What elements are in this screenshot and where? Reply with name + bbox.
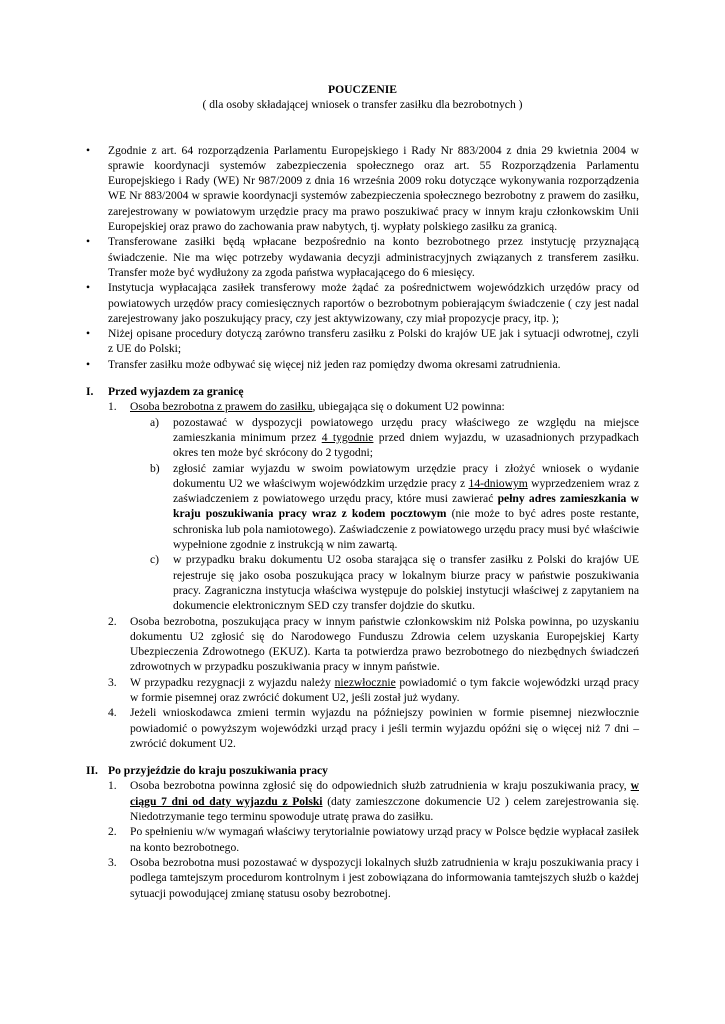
section-1-item-1 — [86, 399, 639, 414]
item-number: 4. — [108, 706, 117, 720]
item-text: (daty zamieszczone dokumencie U2 ) celem zarejestrowania się. Niedotrzymanie tego terminu spowoduje utratę prawa do zasiłku. — [130, 794, 639, 824]
sub-item-text: w przypadku braku dokumentu U2 osoba starająca się o transfer zasiłku z Polski do krajów UE rejestruje się jako osoba poszukująca pracy w lokalnym biurze pracy w państwie poszukiwania pracy. Zagraniczna instytucja właściwa występuje do polskiej instytucji właściwej z zapytaniem na dokumencie elektronicznym SED czy transfer dojdzie do skutku. — [173, 553, 639, 613]
bullet-item: • Transferowane zasiłki będą wpłacane bezpośrednio na konto bezrobotnego przez instytucję przyznającą świadczenie. Nie ma więc potrzeby wydawania decyzji administracyjnych związanych z transferem zasiłku. Transfer może być wydłużony za zgoda państwa wypłacającego do 6 miesięcy. — [86, 234, 639, 280]
bullet-item: • Transfer zasiłku może odbywać się więcej niż jeden raz pomiędzy dwoma okresami zatrudnienia. — [86, 357, 639, 372]
section-title: Przed wyjazdem za granicę — [108, 385, 244, 399]
underlined-text: Osoba bezrobotna z prawem do zasiłku — [130, 400, 313, 414]
sub-item-text: zgłosić zamiar wyjazdu w swoim powiatowym urzędzie pracy i złożyć wniosek o wydanie dokumentu U2 we właściwym wojewódzkim urzędzie pracy z — [173, 461, 639, 490]
underlined-text: 14-dniowym — [468, 476, 528, 490]
section-1-item-2 — [86, 614, 639, 675]
sub-item-c — [86, 552, 639, 613]
item-text: Osoba bezrobotna musi pozostawać w dyspozycji lokalnych służb zatrudnienia w kraju poszukiwania pracy i podlega tamtejszym procedurom kontrolnym i jest zobowiązana do informowania tamtejszych służb o każdej sytuacji powodującej zmianę statusu osoby bezrobotnej. — [130, 855, 639, 900]
section-2-heading — [86, 763, 639, 778]
item-text: , ubiegająca się o dokument U2 powinna: — [312, 400, 505, 414]
section-1-item-3 — [86, 675, 639, 706]
item-number: 3. — [108, 675, 117, 689]
item-number: 1. — [108, 400, 117, 414]
item-number: 2. — [108, 825, 117, 839]
document-title: POUCZENIE — [328, 83, 397, 96]
item-number: 3. — [108, 855, 117, 869]
section-2-item-2 — [86, 824, 639, 855]
item-text: powiadomić o tym fakcie wojewódzki urząd pracy w formie pisemnej oraz zwrócić dokument U2, jeśli został już wydany. — [130, 675, 639, 704]
section-title: Po przyjeździe do kraju poszukiwania pracy — [108, 764, 328, 778]
section-1-item-4 — [86, 705, 639, 751]
sub-item-text: przed dniem wyjazdu, w uzasadnionych przypadkach okres ten może być skrócony do 2 tygodni; — [173, 430, 639, 460]
bullet-item: • Niżej opisane procedury dotyczą zarówno transferu zasiłku z Polski do krajów UE jak i sytuacji odwrotnej, czyli z UE do Polski; — [86, 326, 639, 357]
sub-item-letter: a) — [150, 415, 160, 429]
item-text: W przypadku rezygnacji z wyjazdu należy — [130, 675, 335, 689]
bold-underlined-text: w ciągu 7 dni od daty wyjazdu z Polski — [130, 779, 639, 808]
item-text: Po spełnieniu w/w wymagań właściwy terytorialnie powiatowy urząd pracy w Polsce będzie wypłacał zasiłek na konto bezrobotnego. — [130, 825, 640, 854]
section-2-item-1 — [86, 778, 639, 824]
sub-item-letter: c) — [150, 553, 160, 567]
item-text: Jeżeli wnioskodawca zmieni termin wyjazdu na późniejszy powinien w formie pisemnej niezwłocznie powiadomić o powyższym wojewódzki urząd pracy i jeśli termin wyjazdu opóźni się o więcej niż 7 dni – zwrócić dokument U2. — [130, 706, 639, 750]
bullet-item: • Instytucja wypłacająca zasiłek transferowy może żądać za pośrednictwem wojewódzkich urzędów pracy od powiatowych urzędów pracy comiesięcznych raportów o bezrobotnym pobierającym świadczenie ( czy jest nadal zarejestrowany jako poszukujący pracy, czy jest aktywizowany, czy miał propozycje pracy, itp. ); — [86, 280, 639, 326]
sub-item-a — [86, 415, 639, 461]
sub-item-text: wyprzedzeniem wraz z zaświadczeniem z powiatowego urzędu pracy, które musi zawierać — [173, 476, 639, 506]
document-subtitle: ( dla osoby składającej wniosek o transfer zasiłku dla bezrobotnych ) — [202, 98, 523, 112]
section-2-item-3 — [86, 855, 639, 901]
underlined-text: 4 tygodnie — [321, 430, 374, 444]
item-text: Osoba bezrobotna, poszukująca pracy w innym państwie członkowskim niż Polska powinna, po uzyskaniu dokumentu U2 zgłosić się do Narodowego Funduszu Zdrowia celem uzyskania Europejskiej Karty Ubezpieczenia Zdrowotnego (EKUZ). Karta ta potwierdza prawo bezrobotnego do niezbędnych świadczeń zdrowotnych w przypadku poszukiwania pracy w innym państwie. — [130, 614, 639, 674]
sub-item-text: (nie może to być adres poste restante, schroniska lub pola namiotowego). Zaświadczenie z powiatowego urzędu pracy musi być właściwie wypełnione zgodnie z instrukcją w nim zawartą. — [173, 507, 640, 552]
item-number: 1. — [108, 779, 117, 793]
section-number: II. — [86, 764, 98, 778]
sub-item-letter: b) — [150, 461, 160, 475]
item-text: Osoba bezrobotna powinna zgłosić się do odpowiednich służb zatrudnienia w kraju poszukiwania pracy, — [130, 779, 631, 793]
bullet-item: • Zgodnie z art. 64 rozporządzenia Parlamentu Europejskiego i Rady Nr 883/2004 z dnia 29 kwietnia 2004 w sprawie koordynacji systemów zabezpieczenia społecznego oraz art. 55 Rozporządzenia Parlamentu Europejskiego i Rady (WE) Nr 987/2009 z dnia 16 września 2009 roku dotyczące wykonywania rozporządzenia WE Nr 883/2004 w sprawie koordynacji systemów zabezpieczenia społecznego bezrobotny z prawem do zasiłku, zarejestrowany w powiatowym urzędzie pracy ma prawo poszukiwać pracy w innym kraju członkowskim Unii Europejskiej oraz prawo do zachowania praw nabytych, tj. wypłaty polskiego zasiłku za granicą. — [86, 143, 639, 235]
bold-text: pełny adres zamieszkania w kraju poszukiwania pracy wraz z kodem pocztowym — [173, 492, 639, 521]
section-number: I. — [86, 385, 94, 399]
section-1-heading — [86, 384, 639, 399]
item-number: 2. — [108, 614, 117, 628]
sub-item-text: pozostawać w dyspozycji powiatowego urzędu pracy właściwego ze względu na miejsce zamieszkania minimum przez — [173, 415, 639, 444]
underlined-text: niezwłocznie — [334, 675, 396, 689]
sub-item-b — [86, 461, 639, 553]
